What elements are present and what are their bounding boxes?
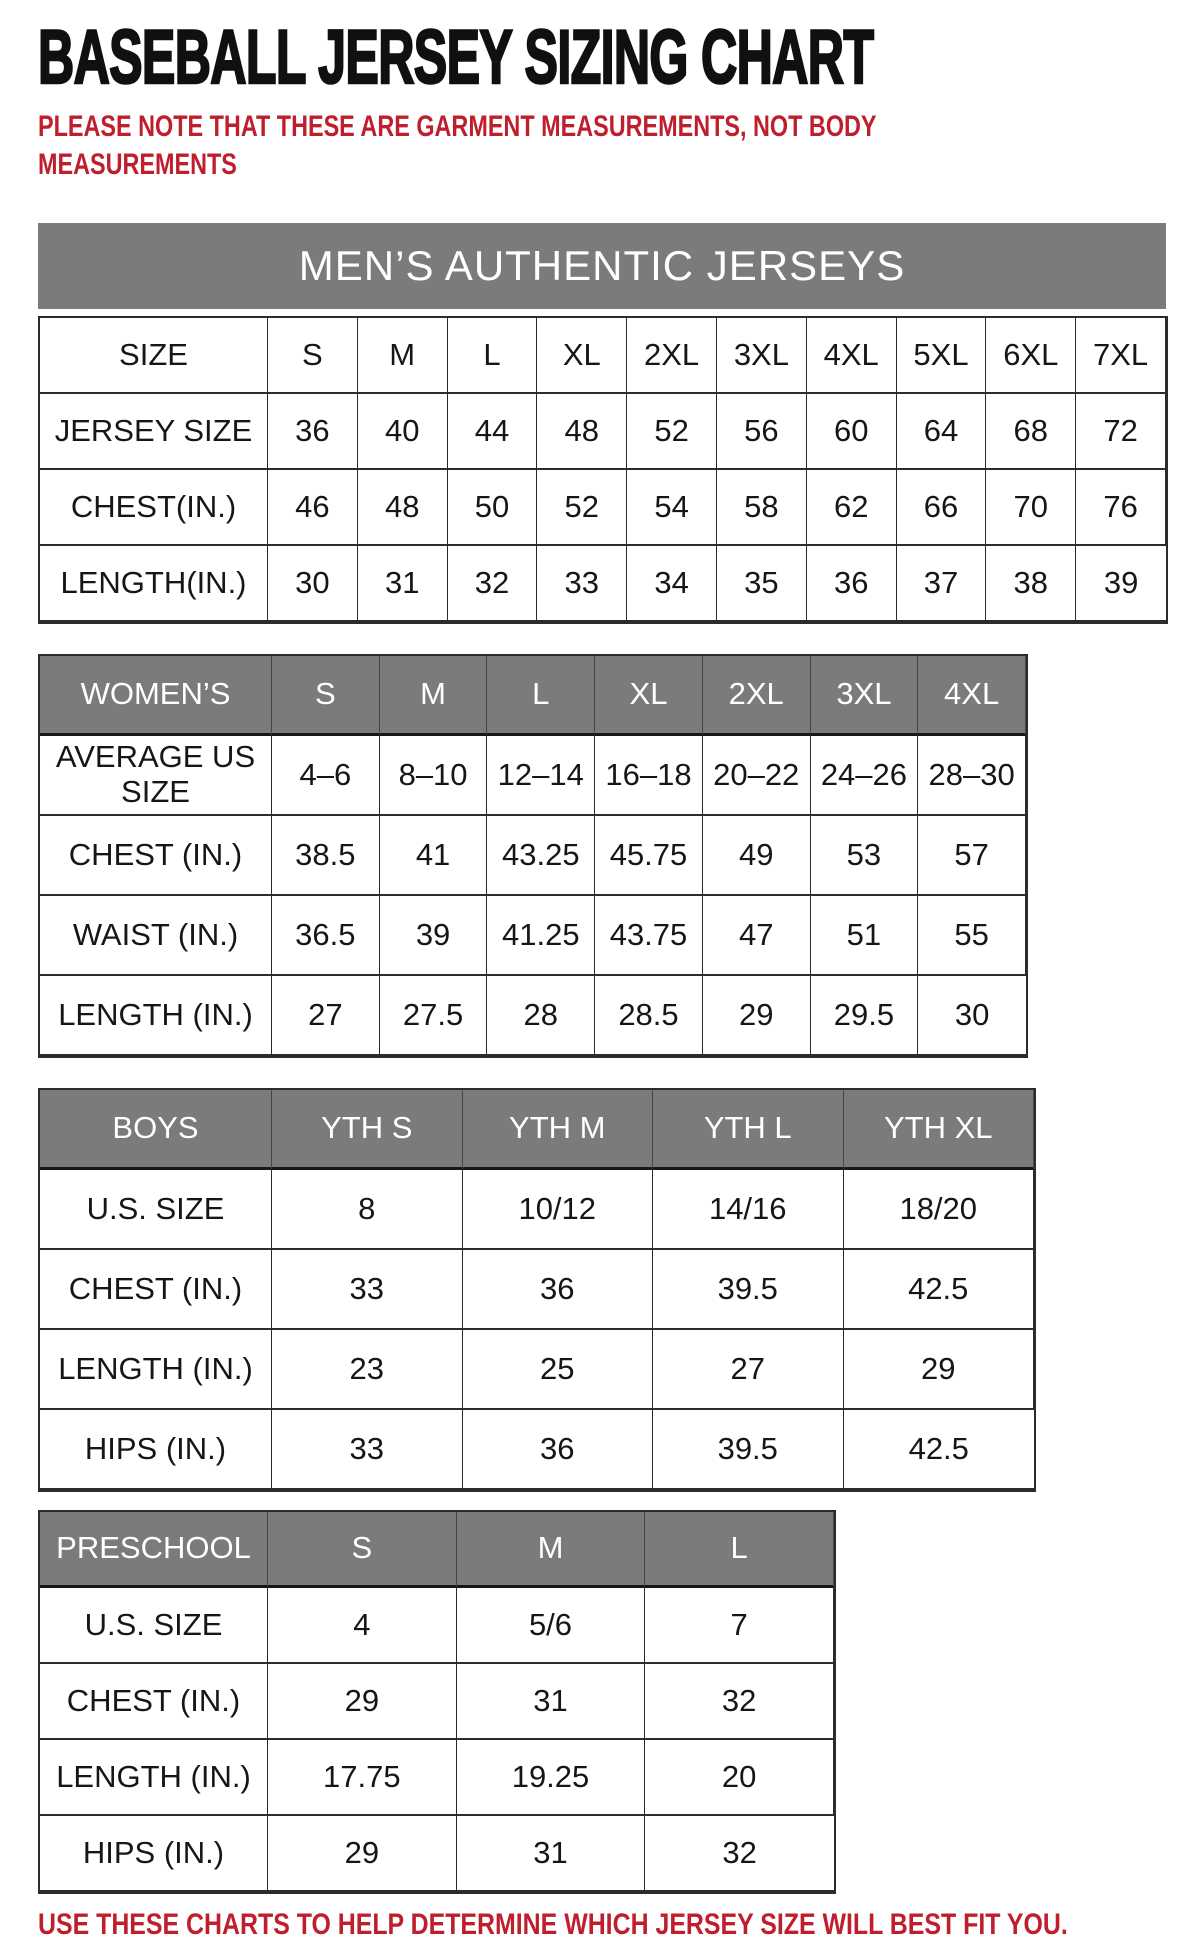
preschool-value-cell: 32	[645, 1816, 834, 1892]
men-header-cell: 6XL	[986, 318, 1076, 394]
men-header-cell: S	[268, 318, 358, 394]
men-header-cell: XL	[537, 318, 627, 394]
women-value-cell: 53	[811, 816, 919, 896]
boys-row-label-cell: CHEST (IN.)	[40, 1250, 272, 1330]
women-value-cell: 20–22	[703, 736, 811, 816]
men-value-cell: 34	[627, 546, 717, 622]
boys-header-cell: YTH S	[272, 1090, 463, 1170]
women-value-cell: 28	[487, 976, 595, 1056]
boys-header-cell: YTH M	[463, 1090, 654, 1170]
preschool-header-label-cell: PRESCHOOL	[40, 1512, 268, 1588]
preschool-header-cell: L	[645, 1512, 834, 1588]
women-value-cell: 29.5	[811, 976, 919, 1056]
preschool-value-cell: 7	[645, 1588, 834, 1664]
women-value-cell: 39	[380, 896, 488, 976]
preschool-value-cell: 20	[645, 1740, 834, 1816]
preschool-header-cell: S	[268, 1512, 457, 1588]
footer-note: USE THESE CHARTS TO HELP DETERMINE WHICH JERSEY SIZE WILL BEST FIT YOU.	[38, 1908, 1068, 1941]
garment-measurement-note: PLEASE NOTE THAT THESE ARE GARMENT MEASUREMENTS, NOT BODY MEASUREMENTS	[38, 110, 877, 181]
boys-value-cell: 42.5	[844, 1410, 1035, 1490]
women-value-cell: 43.75	[595, 896, 703, 976]
women-value-cell: 43.25	[487, 816, 595, 896]
boys-value-cell: 14/16	[653, 1170, 844, 1250]
men-value-cell: 37	[897, 546, 987, 622]
women-header-cell: M	[380, 656, 488, 736]
women-value-cell: 57	[918, 816, 1026, 896]
women-row-label-cell: WAIST (IN.)	[40, 896, 272, 976]
women-value-cell: 36.5	[272, 896, 380, 976]
preschool-value-cell: 4	[268, 1588, 457, 1664]
womens-sizing-table	[38, 654, 1028, 1058]
women-value-cell: 55	[918, 896, 1026, 976]
mens-banner-label: MEN’S AUTHENTIC JERSEYS	[298, 242, 906, 289]
men-value-cell: 62	[807, 470, 897, 546]
preschool-row-label-cell: CHEST (IN.)	[40, 1664, 268, 1740]
boys-sizing-table	[38, 1088, 1036, 1492]
preschool-value-cell: 29	[268, 1816, 457, 1892]
women-value-cell: 28.5	[595, 976, 703, 1056]
boys-value-cell: 33	[272, 1250, 463, 1330]
women-value-cell: 45.75	[595, 816, 703, 896]
men-value-cell: 32	[448, 546, 538, 622]
boys-row-label-cell: LENGTH (IN.)	[40, 1330, 272, 1410]
boys-value-cell: 33	[272, 1410, 463, 1490]
page-title: BASEBALL JERSEY SIZING CHART	[38, 15, 874, 100]
men-header-cell: 2XL	[627, 318, 717, 394]
women-row-label-cell: AVERAGE US SIZE	[40, 736, 272, 816]
women-value-cell: 16–18	[595, 736, 703, 816]
boys-value-cell: 8	[272, 1170, 463, 1250]
mens-sizing-table	[38, 316, 1168, 624]
preschool-value-cell: 17.75	[268, 1740, 457, 1816]
preschool-value-cell: 5/6	[457, 1588, 646, 1664]
men-value-cell: 56	[717, 394, 807, 470]
men-header-cell: M	[358, 318, 448, 394]
men-value-cell: 70	[986, 470, 1076, 546]
men-header-cell: 5XL	[897, 318, 987, 394]
boys-header-cell: YTH L	[653, 1090, 844, 1170]
women-header-label-cell: WOMEN’S	[40, 656, 272, 736]
boys-header-label-cell: BOYS	[40, 1090, 272, 1170]
boys-value-cell: 36	[463, 1410, 654, 1490]
women-header-cell: L	[487, 656, 595, 736]
women-value-cell: 4–6	[272, 736, 380, 816]
boys-row-label-cell: U.S. SIZE	[40, 1170, 272, 1250]
women-header-cell: 3XL	[811, 656, 919, 736]
preschool-value-cell: 19.25	[457, 1740, 646, 1816]
women-value-cell: 41.25	[487, 896, 595, 976]
women-value-cell: 41	[380, 816, 488, 896]
boys-value-cell: 10/12	[463, 1170, 654, 1250]
men-row-label-cell: JERSEY SIZE	[40, 394, 268, 470]
men-value-cell: 64	[897, 394, 987, 470]
men-header-cell: 3XL	[717, 318, 807, 394]
men-row-label-cell: LENGTH(IN.)	[40, 546, 268, 622]
women-value-cell: 27.5	[380, 976, 488, 1056]
women-value-cell: 38.5	[272, 816, 380, 896]
men-value-cell: 40	[358, 394, 448, 470]
women-header-cell: S	[272, 656, 380, 736]
boys-value-cell: 39.5	[653, 1250, 844, 1330]
men-value-cell: 38	[986, 546, 1076, 622]
women-header-cell: XL	[595, 656, 703, 736]
men-value-cell: 72	[1076, 394, 1166, 470]
preschool-value-cell: 31	[457, 1816, 646, 1892]
men-value-cell: 66	[897, 470, 987, 546]
women-value-cell: 29	[703, 976, 811, 1056]
preschool-value-cell: 32	[645, 1664, 834, 1740]
boys-value-cell: 25	[463, 1330, 654, 1410]
women-row-label-cell: LENGTH (IN.)	[40, 976, 272, 1056]
preschool-row-label-cell: U.S. SIZE	[40, 1588, 268, 1664]
men-value-cell: 76	[1076, 470, 1166, 546]
men-value-cell: 52	[627, 394, 717, 470]
men-header-cell: 7XL	[1076, 318, 1166, 394]
men-value-cell: 52	[537, 470, 627, 546]
preschool-value-cell: 31	[457, 1664, 646, 1740]
women-value-cell: 28–30	[918, 736, 1026, 816]
men-value-cell: 50	[448, 470, 538, 546]
women-value-cell: 12–14	[487, 736, 595, 816]
men-value-cell: 35	[717, 546, 807, 622]
boys-value-cell: 42.5	[844, 1250, 1035, 1330]
women-header-cell: 2XL	[703, 656, 811, 736]
boys-value-cell: 29	[844, 1330, 1035, 1410]
men-value-cell: 46	[268, 470, 358, 546]
men-value-cell: 36	[268, 394, 358, 470]
men-value-cell: 31	[358, 546, 448, 622]
women-value-cell: 24–26	[811, 736, 919, 816]
men-header-cell: L	[448, 318, 538, 394]
women-value-cell: 47	[703, 896, 811, 976]
men-value-cell: 36	[807, 546, 897, 622]
men-header-label-cell: SIZE	[40, 318, 268, 394]
men-value-cell: 44	[448, 394, 538, 470]
preschool-value-cell: 29	[268, 1664, 457, 1740]
men-value-cell: 33	[537, 546, 627, 622]
men-row-label-cell: CHEST(IN.)	[40, 470, 268, 546]
men-value-cell: 48	[537, 394, 627, 470]
preschool-row-label-cell: LENGTH (IN.)	[40, 1740, 268, 1816]
women-row-label-cell: CHEST (IN.)	[40, 816, 272, 896]
men-value-cell: 39	[1076, 546, 1166, 622]
boys-row-label-cell: HIPS (IN.)	[40, 1410, 272, 1490]
boys-header-cell: YTH XL	[844, 1090, 1035, 1170]
preschool-row-label-cell: HIPS (IN.)	[40, 1816, 268, 1892]
women-header-cell: 4XL	[918, 656, 1026, 736]
women-value-cell: 8–10	[380, 736, 488, 816]
women-value-cell: 27	[272, 976, 380, 1056]
men-value-cell: 54	[627, 470, 717, 546]
women-value-cell: 49	[703, 816, 811, 896]
boys-value-cell: 39.5	[653, 1410, 844, 1490]
women-value-cell: 30	[918, 976, 1026, 1056]
boys-value-cell: 36	[463, 1250, 654, 1330]
men-header-cell: 4XL	[807, 318, 897, 394]
mens-table-banner	[38, 223, 1166, 309]
men-value-cell: 30	[268, 546, 358, 622]
women-value-cell: 51	[811, 896, 919, 976]
boys-value-cell: 18/20	[844, 1170, 1035, 1250]
preschool-header-cell: M	[457, 1512, 646, 1588]
men-value-cell: 58	[717, 470, 807, 546]
men-value-cell: 48	[358, 470, 448, 546]
preschool-sizing-table	[38, 1510, 836, 1894]
men-value-cell: 68	[986, 394, 1076, 470]
boys-value-cell: 23	[272, 1330, 463, 1410]
men-value-cell: 60	[807, 394, 897, 470]
boys-value-cell: 27	[653, 1330, 844, 1410]
